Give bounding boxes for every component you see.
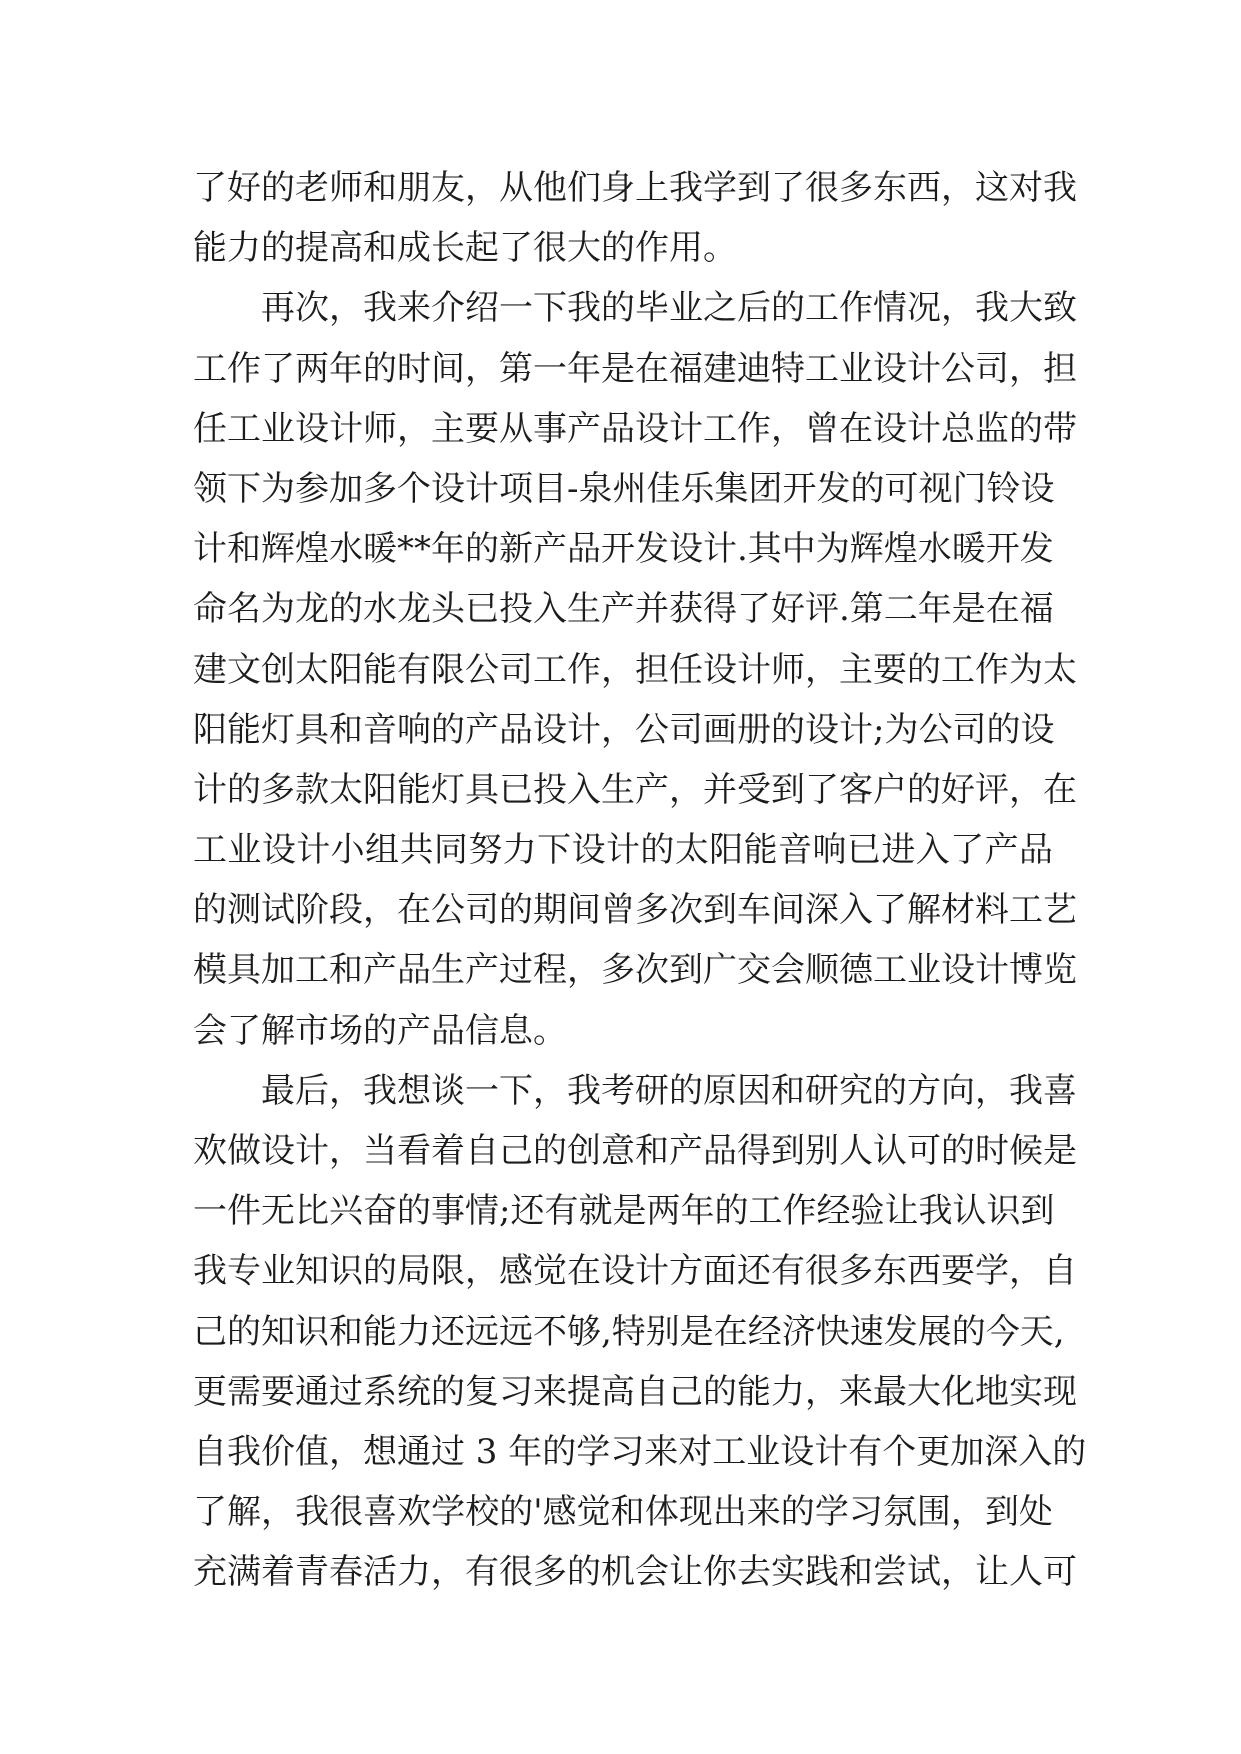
text-line: 阳能灯具和音响的产品设计，公司画册的设计;为公司的设 <box>193 709 1055 750</box>
text-line: 工作了两年的时间，第一年是在福建迪特工业设计公司，担 <box>193 348 1077 389</box>
text-line: 欢做设计，当看着自己的创意和产品得到别人认可的时候是 <box>193 1131 1077 1171</box>
paragraph <box>193 278 1077 1060</box>
text-line: 任工业设计师，主要从事产品设计工作，曾在设计总监的带 <box>193 408 1077 449</box>
text-line: 一件无比兴奋的事情;还有就是两年的工作经验让我认识到 <box>193 1191 1055 1232</box>
paragraph <box>193 1061 1087 1603</box>
text-line: 了解，我很喜欢学校的'感觉和体现出来的学习氛围，到处 <box>193 1492 1053 1533</box>
text-line: 计和辉煌水暖**年的新产品开发设计.其中为辉煌水暖开发 <box>193 529 1054 570</box>
text-line: 工业设计小组共同努力下设计的太阳能音响已进入了产品 <box>193 830 1053 871</box>
text-line: 会了解市场的产品信息。 <box>193 1010 567 1051</box>
text-line: 了好的老师和朋友，从他们身上我学到了很多东西，这对我 <box>193 168 1077 208</box>
text-line: 我专业知识的局限，感觉在设计方面还有很多东西要学，自 <box>193 1251 1077 1292</box>
text-line: 己的知识和能力还远远不够,特别是在经济快速发展的今天, <box>193 1311 1065 1352</box>
text-line: 再次，我来介绍一下我的毕业之后的工作情况，我大致 <box>193 288 1077 329</box>
text-line: 的测试阶段，在公司的期间曾多次到车间深入了解材料工艺 <box>193 890 1077 931</box>
text-line: 更需要通过系统的复习来提高自己的能力，来最大化地实现 <box>193 1371 1077 1412</box>
body-text <box>193 158 1087 1603</box>
text-line: 建文创太阳能有限公司工作，担任设计师，主要的工作为太 <box>193 649 1077 690</box>
paragraph <box>193 158 1077 278</box>
text-line: 自我价值，想通过 3 年的学习来对工业设计有个更加深入的 <box>193 1431 1087 1472</box>
text-line: 能力的提高和成长起了很大的作用。 <box>193 228 737 269</box>
text-line: 模具加工和产品生产过程，多次到广交会顺德工业设计博览 <box>193 950 1077 991</box>
text-line: 充满着青春活力，有很多的机会让你去实践和尝试，让人可 <box>193 1552 1077 1593</box>
text-line: 最后，我想谈一下，我考研的原因和研究的方向，我喜 <box>193 1070 1077 1111</box>
text-line: 计的多款太阳能灯具已投入生产，并受到了客户的好评，在 <box>193 769 1077 810</box>
text-line: 命名为龙的水龙头已投入生产并获得了好评.第二年是在福 <box>193 589 1054 630</box>
text-line: 领下为参加多个设计项目-泉州佳乐集团开发的可视门铃设 <box>193 468 1055 509</box>
